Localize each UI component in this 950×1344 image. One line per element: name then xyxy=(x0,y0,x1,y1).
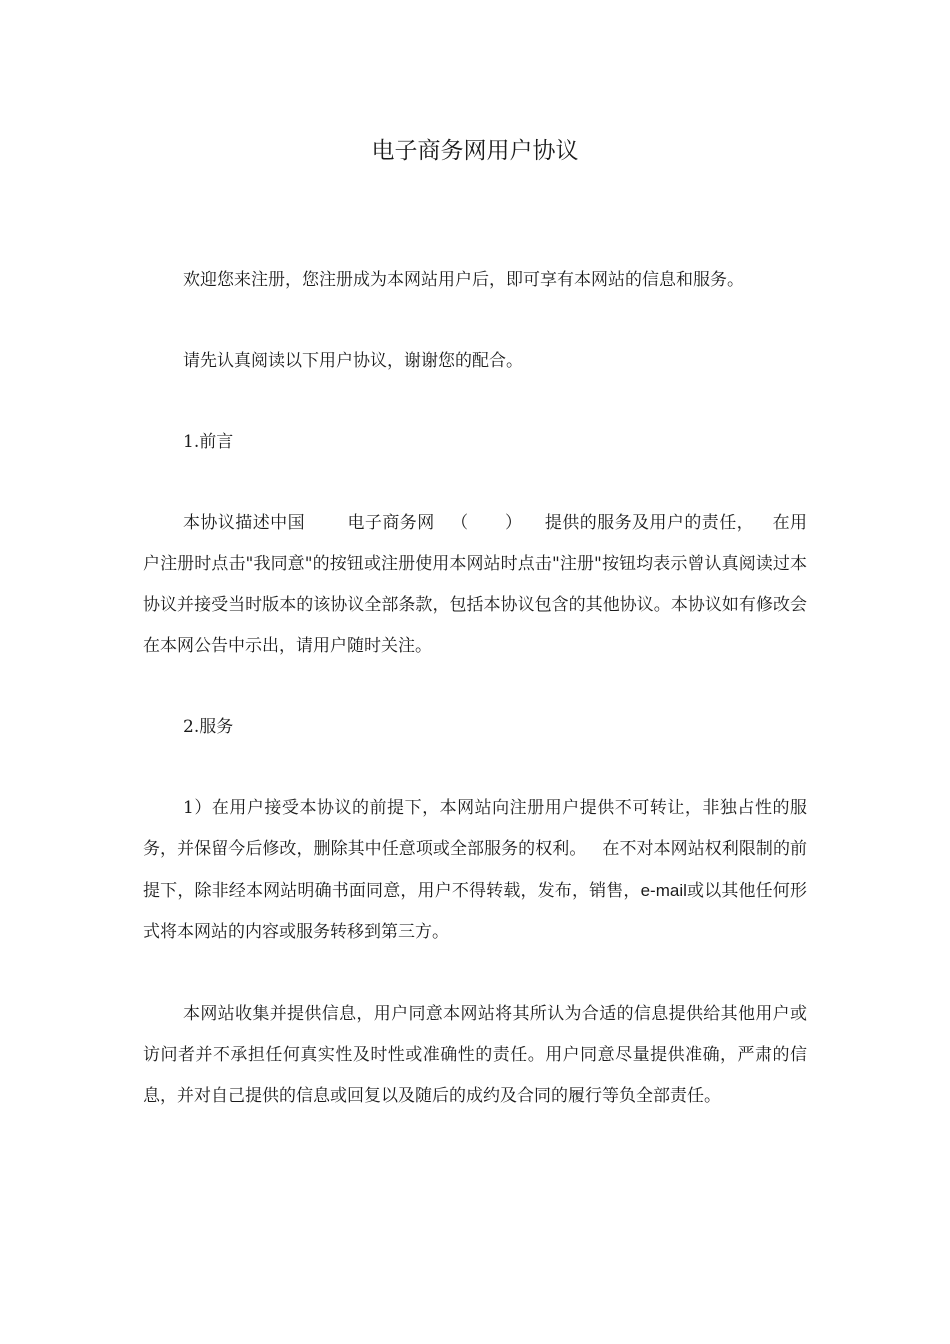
document-title: 电子商务网用户协议 xyxy=(371,138,579,164)
document-body xyxy=(143,260,807,1117)
service-text-a: 1）在用户接受本协议的前提下，本网站向注册用户提供不可转让，非独占性的服务，并保留今后修改，删除其中任意项或全部服务的权利。 xyxy=(143,798,807,859)
please-read-paragraph: 请先认真阅读以下用户协议，谢谢您的配合。 xyxy=(183,351,523,371)
preface-text-c: （ xyxy=(450,513,469,533)
preface-paragraph xyxy=(143,503,807,667)
service-paragraph-2: 本网站收集并提供信息，用户同意本网站将其所认为合适的信息提供给其他用户或访问者并不承担任何真实性及时性或准确性的责任。用户同意尽量提供准确，严肃的信息，并对自己提供的信息或回复以及随后的成约及合同的履行等负全部责任。 xyxy=(143,1004,807,1106)
welcome-paragraph: 欢迎您来注册，您注册成为本网站用户后，即可享有本网站的信息和服务。 xyxy=(183,270,744,290)
preface-text-a: 本协议描述中国 xyxy=(183,513,306,533)
service-text-d: 或以其他任何形式将本网站的内容或服务转移到第三方。 xyxy=(143,881,807,942)
section-heading-service xyxy=(143,707,807,748)
preface-text-d: ） xyxy=(504,513,523,533)
preface-text-e: 提供的服务及用户的责任， xyxy=(544,513,755,533)
service-paragraph-1 xyxy=(143,788,807,953)
section-heading-preface xyxy=(143,422,807,463)
section-heading-preface-text: 1.前言 xyxy=(183,432,234,452)
preface-text-b: 电子商务网 xyxy=(347,513,435,533)
service-text-email: e-mail xyxy=(640,881,687,900)
section-heading-service-text: 2.服务 xyxy=(183,717,234,737)
service-text-b: 在不对本网站权利限制的前提下，除非经本网站明确书面同意，用户不得转载，发布，销售， xyxy=(143,839,808,901)
preface-text-f: 在用户注册时点击"我同意"的按钮或注册使用本网站时点击"注册"按钮均表示曾认真阅读过本协议并接受当时版本的该协议全部条款，包括本协议包含的其他协议。本协议如有修改会在本网公告中示出，请用户随时关注。 xyxy=(143,513,807,656)
